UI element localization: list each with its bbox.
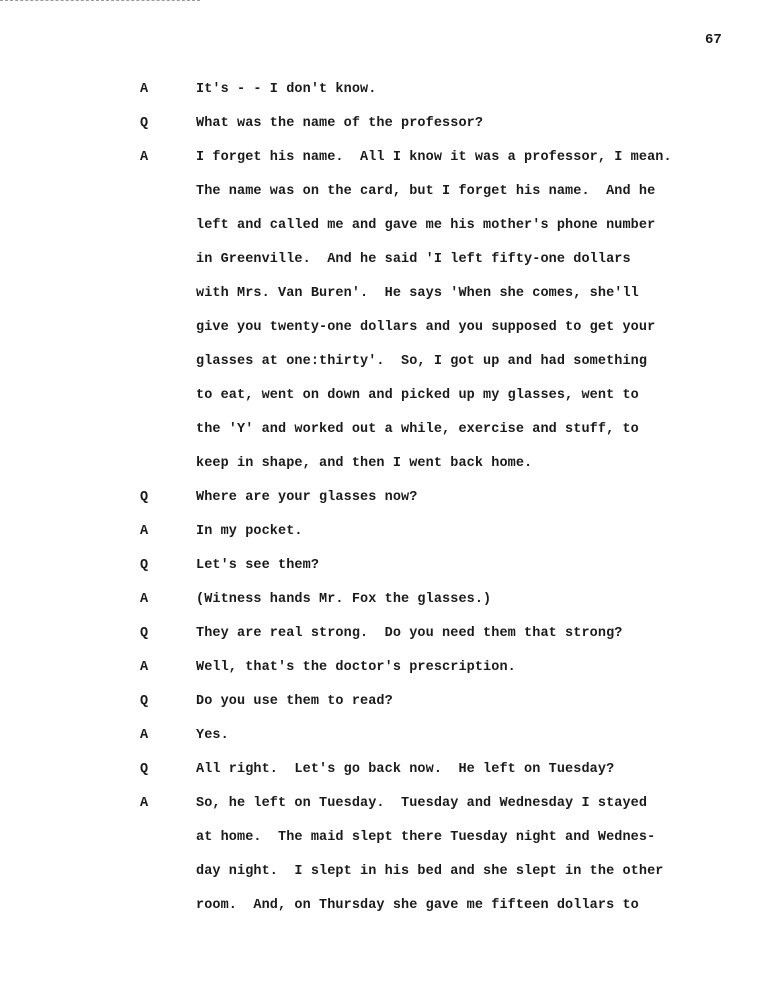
transcript-line: glasses at one:thirty'. So, I got up and had something [196,354,648,369]
transcript-line: They are real strong. Do you need them that strong? [196,626,623,641]
transcript-line: keep in shape, and then I went back home. [196,456,533,471]
speaker-label: A [140,524,149,539]
top-dashed-rule [0,0,200,1]
speaker-label: A [140,150,149,165]
transcript-line: at home. The maid slept there Tuesday night and Wednes- [196,830,656,845]
speaker-label: Q [140,490,149,505]
transcript-line: All right. Let's go back now. He left on Tuesday? [196,762,615,777]
transcript-line: in Greenville. And he said 'I left fifty-one dollars [196,252,631,267]
transcript-line: So, he left on Tuesday. Tuesday and Wednesday I stayed [196,796,648,811]
speaker-label: A [140,660,149,675]
transcript-line: Well, that's the doctor's prescription. [196,660,516,675]
transcript-line: give you twenty-one dollars and you supposed to get your [196,320,656,335]
transcript-line: room. And, on Thursday she gave me fifteen dollars to [196,898,639,913]
speaker-label: Q [140,762,149,777]
transcript-line: to eat, went on down and picked up my glasses, went to [196,388,639,403]
speaker-label: Q [140,558,149,573]
transcript-line: with Mrs. Van Buren'. He says 'When she comes, she'll [196,286,639,301]
speaker-label: Q [140,626,149,641]
speaker-label: A [140,796,149,811]
transcript-line: In my pocket. [196,524,303,539]
transcript-line: It's - - I don't know. [196,82,377,97]
transcript-line: What was the name of the professor? [196,116,484,131]
transcript-line: Yes. [196,728,229,743]
transcript-line: Do you use them to read? [196,694,393,709]
transcript-line: left and called me and gave me his mother's phone number [196,218,656,233]
speaker-label: Q [140,694,149,709]
page-number: 67 [705,32,722,48]
speaker-label: A [140,728,149,743]
speaker-label: A [140,592,149,607]
speaker-label: Q [140,116,149,131]
transcript-line: Where are your glasses now? [196,490,418,505]
transcript-line: I forget his name. All I know it was a professor, I mean. [196,150,672,165]
transcript-line: the 'Y' and worked out a while, exercise and stuff, to [196,422,639,437]
transcript-line: The name was on the card, but I forget his name. And he [196,184,656,199]
transcript-line: day night. I slept in his bed and she slept in the other [196,864,664,879]
transcript-line: Let's see them? [196,558,320,573]
speaker-label: A [140,82,149,97]
transcript-line: (Witness hands Mr. Fox the glasses.) [196,592,492,607]
